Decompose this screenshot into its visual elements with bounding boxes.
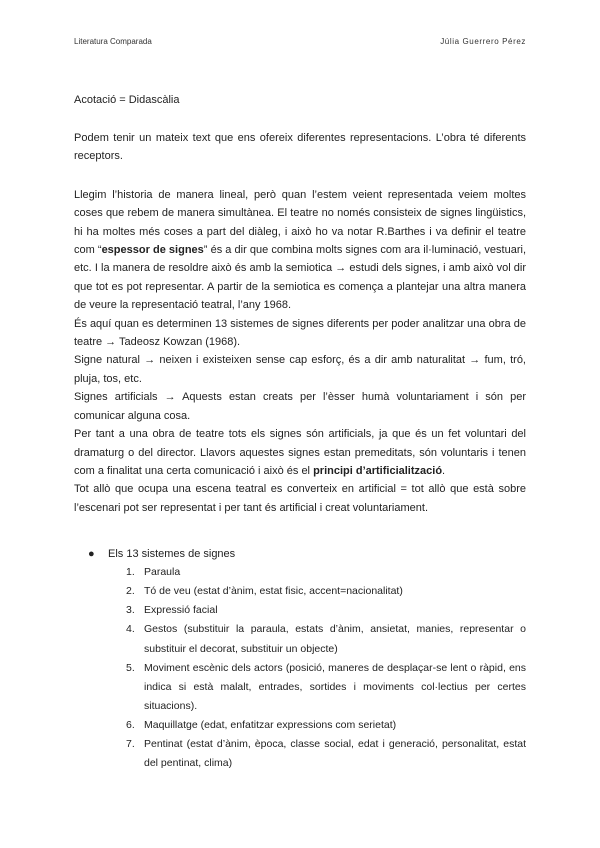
list-number: 3. xyxy=(126,604,135,617)
p1-text-after: ” és a dir que combina molts signes com ara il·luminació, vestuari, etc. I la manera de resoldre això és amb la semiotica → estudi dels signes, i amb això vol dir que tot es pot representar. A partir de la semiotica es comença a plantejar una altra manera de veure la representació teatral, l’any 1968. xyxy=(74,244,527,312)
list-item xyxy=(74,582,526,601)
kowzan-paragraph: És aquí quan es determinen 13 sistemes de signes diferents per poder analitzar una obra de teatre → Tadeosz Kowzan (1968). xyxy=(74,317,526,349)
list-item xyxy=(74,659,526,716)
p1-text-before: Llegim l’historia de manera lineal, però quan l’estem veient representada veiem moltes coses que rebem de manera simultànea. El teatre no només consisteix de signes lingüistics, hi ha moltes més coses a part del diàleg, i això ho va notar R.Barthes i va definir el teatre com “ xyxy=(74,188,526,257)
list-item xyxy=(74,620,526,658)
bullet-item xyxy=(74,545,526,563)
page-header xyxy=(74,37,526,49)
list-item-text: Paraula xyxy=(144,566,181,579)
bullet-text: Els 13 sistemes de signes xyxy=(108,548,236,561)
bullet-marker: ● xyxy=(88,548,95,561)
artificiality-paragraph xyxy=(74,425,526,480)
list-number: 6. xyxy=(126,718,135,731)
list-item xyxy=(74,563,526,582)
list-item-text: Expressió facial xyxy=(144,604,218,617)
list-item xyxy=(74,601,526,620)
list-number: 4. xyxy=(126,623,135,636)
list-item-text: Pentinat (estat d’ànim, època, classe social, edat i generació, personalitat, estat del pentinat, clima) xyxy=(144,737,526,770)
p5-text-before: Per tant a una obra de teatre tots els signes són artificials, ja que és un fet voluntari del dramaturg o del director. Llavors aquestes signes estan premeditats, són voluntaris i tenen com a finalitat una certa comunicació i això és el xyxy=(74,428,526,477)
p5-bold-term: principi d’artificialització xyxy=(313,464,443,477)
list-item xyxy=(74,735,526,773)
header-course: Literatura Comparada xyxy=(74,37,152,46)
intro-paragraph: Podem tenir un mateix text que ens ofereix diferentes representacions. L’obra té diferents receptors. xyxy=(74,132,526,163)
list-item-text: Gestos (substituir la paraula, estats d’ànim, ansietat, manies, representar o substituir el decorat, substituir un objecte) xyxy=(144,623,526,655)
list-number: 2. xyxy=(126,585,135,598)
list-item-text: Tó de veu (estat d’ànim, estat fisic, accent=nacionalitat) xyxy=(144,585,403,598)
p5-text-after: . xyxy=(442,464,446,477)
semiotics-paragraph xyxy=(74,186,526,315)
sign-systems-list xyxy=(74,545,526,773)
header-author: Júlia Guerrero Pérez xyxy=(440,37,526,46)
list-number: 1. xyxy=(126,566,135,579)
section-title: Acotació = Didascàlia xyxy=(74,94,180,106)
list-number: 7. xyxy=(126,737,135,750)
scene-paragraph: Tot allò que ocupa una escena teatral es converteix en artificial = tot allò que està sobre l’escenari pot ser representat i per tant és artificial i creat voluntariament. xyxy=(74,483,526,514)
artificial-sign-paragraph: Signes artificials → Aquests estan creats per l’èsser humà voluntariament i són per comunicar alguna cosa. xyxy=(74,391,526,422)
natural-sign-paragraph: Signe natural → neixen i existeixen sense cap esforç, és a dir amb naturalitat → fum, tró, pluja, tos, etc. xyxy=(74,354,526,385)
list-item xyxy=(74,716,526,735)
p1-bold-term: espessor de signes xyxy=(101,244,204,257)
list-number: 5. xyxy=(126,661,135,674)
document-body xyxy=(74,91,526,773)
numbered-list xyxy=(74,563,526,773)
list-item-text: Maquillatge (edat, enfatitzar expressions com serietat) xyxy=(144,718,397,731)
list-item-text: Moviment escènic dels actors (posició, maneres de desplaçar-se lent o ràpid, ens indica si està malalt, entrades, sortides i moviments col·lectius per certes situacions). xyxy=(144,661,526,712)
